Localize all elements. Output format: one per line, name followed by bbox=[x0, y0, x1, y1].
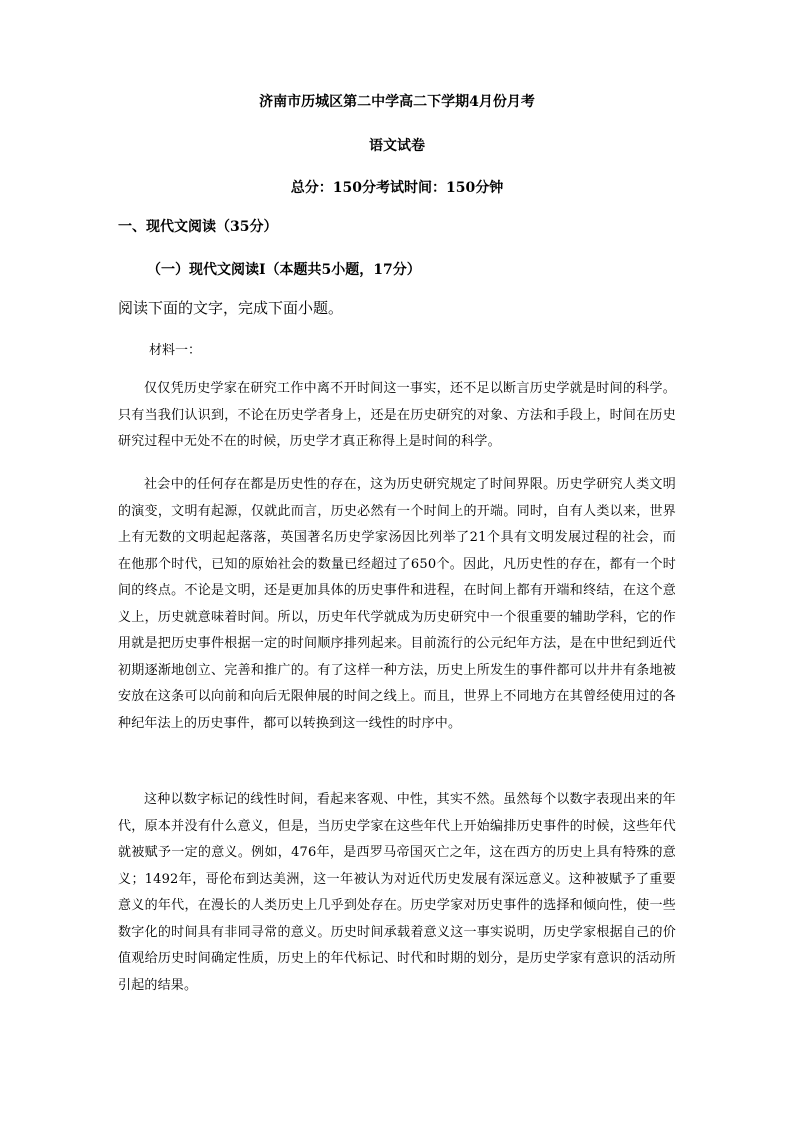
paragraph-3: 这种以数字标记的线性时间，看起来客观、中性，其实不然。虽然每个以数字表现出来的年代，原本并没有什么意义，但是，当历史学家在这些年代上开始编排历史事件的时候，这些年代就被赋予一定的意义。例如，476年，是西罗马帝国灭亡之年，这在西方的历史上具有特殊的意义；1492年，哥伦布到达美洲，这一年被认为对近代历史发展有深远意义。这种被赋予了重要意义的年代，在漫长的人类历史上几乎到处存在。历史学家对历史事件的选择和倾向性，使一些数字化的时间具有非同寻常的意义。历史时间承载着意义这一事实说明，历史学家根据自己的价值观给历史时间确定性质，历史上的年代标记、时代和时期的划分，是历史学家有意识的活动所引起的结果。 bbox=[118, 792, 676, 993]
material-label: 材料一： bbox=[149, 343, 202, 358]
section-heading: 一、现代文阅读（35分） bbox=[118, 219, 278, 235]
exam-title: 济南市历城区第二中学高二下学期4月份月考 bbox=[259, 94, 535, 110]
paragraph-1: 仅仅凭历史学家在研究工作中离不开时间这一事实，还不足以断言历史学就是时间的科学。只有当我们认识到，不论在历史学者身上，还是在历史研究的对象、方法和手段上，时间在历史研究过程中无处不在的时候，历史学才真正称得上是时间的科学。 bbox=[118, 381, 676, 449]
reading-instruction: 阅读下面的文字，完成下面小题。 bbox=[118, 299, 344, 317]
score-time-line: 总分：150分考试时间：150分钟 bbox=[290, 180, 504, 196]
exam-subtitle: 语文试卷 bbox=[369, 138, 425, 154]
subsection-heading: （一）现代文阅读Ⅰ（本题共5小题，17分） bbox=[147, 262, 421, 278]
paragraph-2: 社会中的任何存在都是历史性的存在，这为历史研究规定了时间界限。历史学研究人类文明的演变，文明有起源，仅就此而言，历史必然有一个时间上的开端。同时，自有人类以来，世界上有无数的文明起起落落，英国著名历史学家汤因比列举了21个具有文明发展过程的社会，而在他那个时代，已知的原始社会的数量已经超过了650个。因此，凡历史性的存在，都有一个时间的终点。不论是文明，还是更加具体的历史事件和进程，在时间上都有开端和终结，在这个意义上，历史就意味着时间。所以，历史年代学就成为历史研究中一个很重要的辅助学科，它的作用就是把历史事件根据一定的时间顺序排列起来。目前流行的公元纪年方法，是在中世纪到近代初期逐渐地创立、完善和推广的。有了这样一种方法，历史上所发生的事件都可以井井有条地被安放在这条可以向前和向后无限伸展的时间之线上。而且，世界上不同地方在其曾经使用过的各种纪年法上的历史事件，都可以转换到这一线性的时序中。 bbox=[118, 477, 676, 731]
